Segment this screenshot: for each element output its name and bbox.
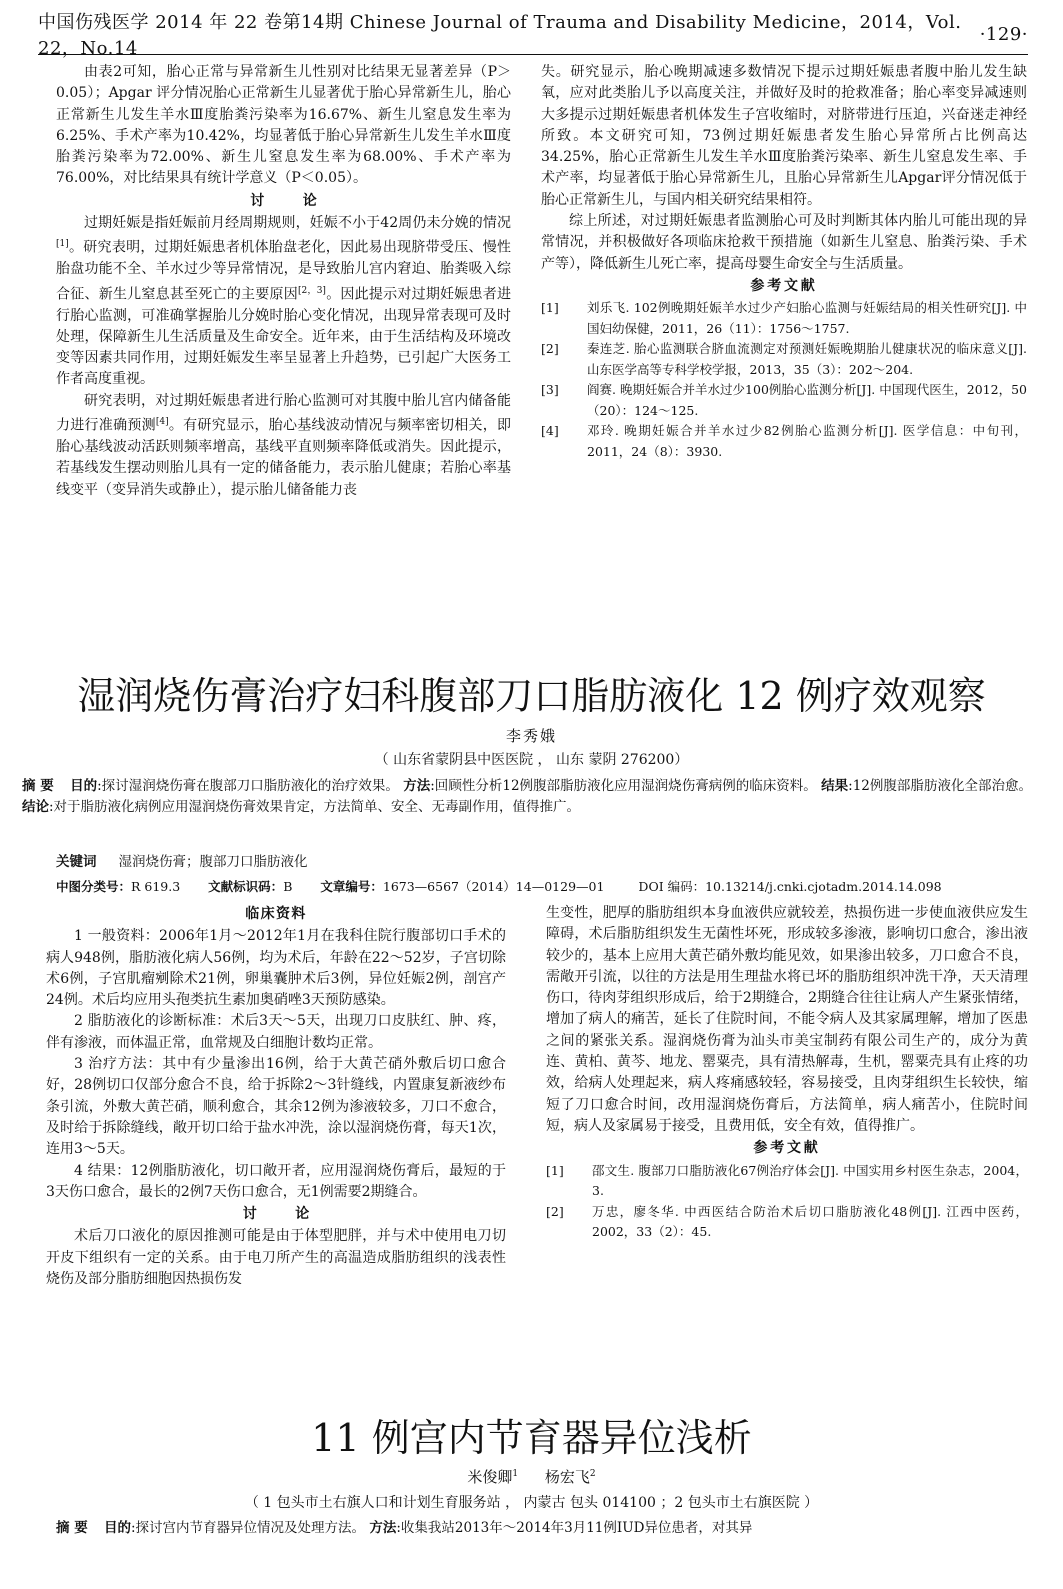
clinical-paragraph: 3 治疗方法：其中有少量渗出16例，给于大黄芒硝外敷后切口愈合好，28例切口仅部分愈合不良，给于拆除2～3针缝线，内置康复新液纱布条引流，外敷大黄芒硝，顺利愈合，其余12例为渗液较多，刀口不愈合，及时给于拆除缝线，敞开切口给于盐水冲洗，涂以湿润烧伤膏，每天1次，连用3～5天。 [46,1056,506,1158]
article2-classification: 中图分类号：R 619.3 文献标识码：B 文章编号：1673—6567（2014）14—0129—01 DOI 编码：10.13214/j.cnki.cjotadm.2014.14.098 [56,879,942,894]
discussion-heading: 讨 论 [250,192,334,209]
discussion-paragraph-3: 失。研究显示，胎心晚期减速多数情况下提示过期妊娠患者腹中胎儿发生缺氧，应对此类胎儿予以高度关注，并做好及时的抢救准备；胎心率变异减速则大多提示过期妊娠患者机体发生子宫收缩时，对脐带进行压迫，兴奋迷走神经所致。本文研究可知，73例过期妊娠患者发生胎心异常所占比例高达34.25%，胎心正常新生儿发生羊水Ⅲ度胎粪污染率、新生儿窒息发生率、手术产率，均显著低于胎心异常新生儿，且胎心异常新生儿Apgar评分情况低于胎心正常新生儿，与国内相关研究结果相符。 [541,64,1027,208]
article2-abstract: 摘 要 目的:探讨湿润烧伤膏在腹部刀口脂肪液化的治疗效果。 方法:回顾性分析12例腹部脂肪液化应用湿润烧伤膏病例的临床资料。 结果:12例腹部脂肪液化全部治愈。 结论:对于脂肪液化病例应用湿润烧伤膏效果肯定，方法简单、安全、无毒副作用，值得推广。 [22,778,1033,815]
conclusion-paragraph: 综上所述，对过期妊娠患者监测胎心可及时判断其体内胎儿可能出现的异常情况，并积极做好各项临床抢救干预措施（如新生儿窒息、胎粪污染、手术产等），降低新生儿死亡率，提高母婴生命安全与生活质量。 [541,213,1027,272]
references-heading: 参考文献 [750,277,818,294]
abstract-label: 摘 要 [56,1520,88,1536]
discussion-continued: 生变性，肥厚的脂肪组织本身血液供应就较差，热损伤进一步使血液供应发生障碍，术后脂肪组织发生无菌性坏死，形成较多渗液，影响切口愈合，渗出液较少的，基本上应用大黄芒硝外敷均能见效，如果渗出较多，刀口愈合不良，需敞开引流，以往的方法是用生理盐水将已坏的脂肪组织冲洗干净，天天清理伤口，待肉芽组织形成后，给于2期缝合，2期缝合往往让病人产生紧张情绪，增加了病人的痛苦，延长了住院时间，不能令病人及其家属理解，增加了医患之间的紧张关系。湿润烧伤膏为汕头市美宝制药有限公司生产的，成分为黄连、黄柏、黄芩、地龙、罂粟壳，具有清热解毒，生机，罂粟壳具有止疼的功效，给病人处理起来，病人疼痛感较轻，容易接受，且肉芽组织生长较快，缩短了刀口愈合时间，改用湿润烧伤膏后，方法简单，病人痛苦小，住院时间短，病人及家属易于接受，且费用低，安全有效，值得推广。 [546,905,1028,1134]
article3-authors: 米俊卿$^1$ 杨宏飞$^2$ [467,1468,596,1486]
reference-item: [3] 阎赛. 晚期妊娠合并羊水过少100例胎心监测分析[J]. 中国现代医生，2012，50（20）：124～125. [541,382,1027,418]
discussion-paragraph-2: 研究表明，对过期妊娠患者进行胎心监测可对其腹中胎儿宫内储备能力进行准确预测[4]。有研究显示，胎心基线波动情况与频率密切相关，即胎心基线波动活跃则频率增高，基线平直则频率降低或消失。因此提示，若基线发生摆动则胎儿具有一定的储备能力，表示胎儿健康；若胎心率基线变平（变异消失或静止），提示胎儿储备能力丧 [56,392,512,498]
discussion-heading: 讨 论 [242,1206,327,1223]
clinical-heading: 临床资料 [245,906,307,922]
discussion-paragraph: 术后刀口液化的原因推测可能是由于体型肥胖，并与术中使用电刀切开皮下组织有一定的关系。由于电刀所产生的高温造成脂肪组织的浅表性烧伤及部分脂肪细胞因热损伤发 [46,1228,506,1288]
reference-item: [2] 秦连芝. 胎心监测联合脐血流测定对预测妊娠晚期胎儿健康状况的临床意义[J]. 山东医学高等专科学校学报，2013，35（3）：202～204. [541,341,1027,377]
article1-right-column [541,62,1027,462]
article2-keywords: 关键词 湿润烧伤膏；腹部刀口脂肪液化 [56,854,308,870]
citation-2-3: [2，3] [298,285,326,296]
author-name: 米俊卿 [467,1468,513,1486]
page-number: ·129· [979,23,1028,45]
article3-affiliation: （ 1 包头市土右旗人口和计划生育服务站 ， 内蒙古 包头 014100 ；2 包头市土右旗医院 ） [244,1495,819,1511]
article2-author: 李秀娥 [505,727,557,745]
references-heading: 参考文献 [753,1140,821,1157]
results-paragraph: 由表2可知，胎心正常与异常新生儿性别对比结果无显著差异（P＞0.05）；Apgar 评分情况胎心正常新生儿显著优于胎心异常新生儿，胎心正常新生儿发生羊水Ⅲ度胎粪污染率为16.67%、新生儿窒息发生率为6.25%、手术产率为10.42%，均显著低于胎心异常新生儿发生羊水Ⅲ度胎粪污染率为72.00%、新生儿窒息发生率为68.00%、手术产率为76.00%，对比结果具有统计学意义（P＜0.05）。 [56,64,511,187]
references-list [541,298,1027,462]
references-list [546,1161,1028,1243]
clinical-paragraph: 4 结果：12例脂肪液化，切口敞开者，应用湿润烧伤膏后，最短的于3天伤口愈合，最长的2例7天伤口愈合，无1例需要2期缝合。 [46,1162,506,1200]
article2-left-column [46,903,506,1290]
article1-left-column [56,62,511,501]
running-header [38,12,1028,59]
article2-title: 湿润烧伤膏治疗妇科腹部刀口脂肪液化 12 例疗效观察 [77,674,986,718]
citation-1: [1] [56,239,69,250]
reference-item: [1] 刘乐飞. 102例晚期妊娠羊水过少产妇胎心监测与妊娠结局的相关性研究[J]. 中国妇幼保健，2011，26（11）：1756～1757. [541,300,1027,336]
reference-item: [4] 邓玲. 晚期妊娠合并羊水过少82例胎心监测分析[J]. 医学信息：中旬刊，2011，24（8）：3930. [541,423,1027,459]
article2-affiliation: （ 山东省蒙阴县中医医院 ， 山东 蒙阴 276200） [374,752,689,768]
discussion-paragraph-1: 过期妊娠是指妊娠前月经周期规则，妊娠不小于42周仍未分娩的情况[1]。研究表明，过期妊娠患者机体胎盘老化，因此易出现脐带受压、慢性胎盘功能不全、羊水过少等异常情况，是导致胎儿宫内窘迫、胎粪吸入综合征、新生儿窒息甚至死亡的主要原因[2，3]。因此提示对过期妊娠患者进行胎心监测，可准确掌握胎儿分娩时胎心变化情况，出现异常表现可及时处理，保障新生儿生活质量及生命安全。近年来，由于生活结构及环境改变等因素共同作用，过期妊娠发生率呈显著上升趋势，已引起广大医务工作者高度重视。 [56,215,512,388]
clinical-paragraph: 1 一般资料：2006年1月～2012年1月在我科住院行腹部切口手术的病人948例，脂肪液化病人56例，均为术后，年龄在22～52岁，子宫切除术6例，子宫肌瘤剜除术21例，卵巢囊肿术后3例，异位妊娠2例，剖宫产24例。术后均应用头孢类抗生素加奥硝唑3天预防感染。 [46,928,506,1009]
reference-item: [1] 邵文生. 腹部刀口脂肪液化67例治疗体会[J]. 中国实用乡村医生杂志，2004，3. [546,1162,1028,1199]
abstract-label: 摘 要 [22,778,54,794]
article3-abstract: 摘 要 目的:探讨宫内节育器异位情况及处理方法。 方法:收集我站2013年～2014年3月11例IUD异位患者，对其异 [56,1520,753,1536]
journal-citation: 中国伤残医学 2014 年 22 卷第14期 Chinese Journal of Trauma and Disability Medicine，2014，Vol. 22，No.14 [38,12,962,59]
author-name: 杨宏飞 [544,1468,590,1486]
clinical-paragraph: 2 脂肪液化的诊断标准：术后3天～5天，出现刀口皮肤红、肿、疼，伴有渗液，而体温正常，血常规及白细胞计数均正常。 [46,1013,506,1051]
article3-title: 11 例宫内节育器异位浅析 [311,1416,752,1460]
citation-4: [4] [155,417,169,428]
article2-right-column [546,903,1028,1243]
reference-item: [2] 万忠，廖冬华. 中西医结合防治术后切口脂肪液化48例[J]. 江西中医药，2002，33（2）：45. [546,1203,1028,1240]
